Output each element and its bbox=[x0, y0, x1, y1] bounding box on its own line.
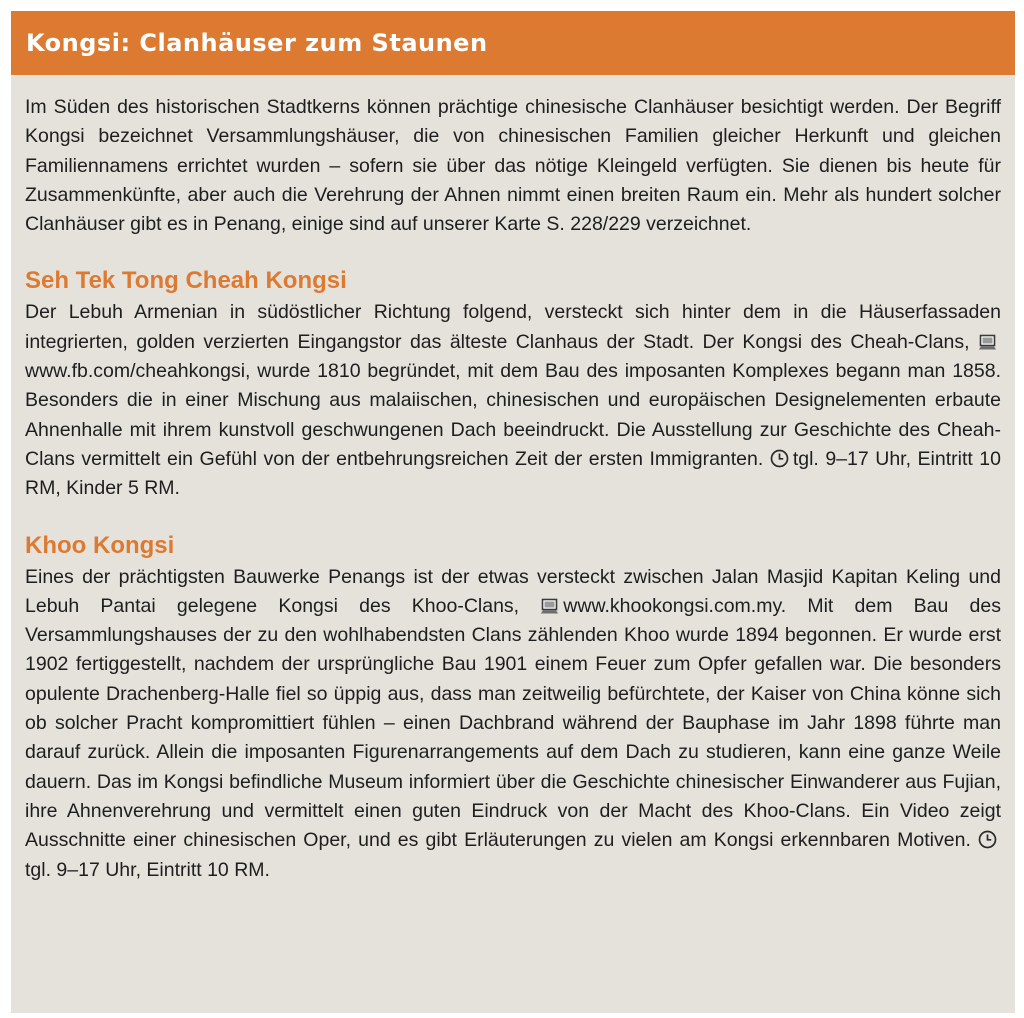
paragraph-text: , wurde 1810 begründet, mit dem Bau des imposanten Komplexes begann man 1858. Besonders die in einer Mischung aus malaiischen, chinesischen und europäischen Designelementen erbaute Ahnenhalle mit ihrem kunstvoll geschwungenen Dach beeindruckt. Die Ausstellung zur Geschichte des Cheah-Clans vermittelt ein Gefühl von der entbehrungsreichen Zeit der ersten Immigranten. bbox=[25, 360, 1001, 470]
clock-icon bbox=[978, 830, 997, 849]
box-content bbox=[11, 75, 1015, 885]
section-paragraph bbox=[25, 298, 1001, 503]
opening-hours: tgl. 9–17 Uhr, Eintritt 10 RM. bbox=[25, 858, 270, 881]
clock-icon bbox=[770, 449, 789, 468]
section-heading: Khoo Kongsi bbox=[25, 531, 175, 559]
box-header bbox=[11, 11, 1015, 75]
website-link[interactable]: www.fb.com/cheahkongsi bbox=[25, 360, 246, 383]
computer-icon bbox=[978, 334, 997, 351]
website-link[interactable]: www.khookongsi.com.my bbox=[563, 594, 781, 617]
section-khoo-kongsi bbox=[25, 531, 1001, 885]
paragraph-text: . Mit dem Bau des Versammlungshauses der zu den wohlhabendsten Clans zählenden Khoo wurde 1894 begonnen. Er wurde erst 1902 fertiggestellt, nachdem der ursprüngliche Bau 1901 einem Feuer zum Opfer gefallen war. Die besonders opulente Drachenberg-Halle fiel so üppig aus, dass man zeitweilig befürchtete, der Kaiser von China könne sich ob solcher Pracht kompromittiert fühlen – einen Dachbrand während der Bauphase im Jahr 1898 führte man darauf zurück. Allein die imposanten Figurenarrangements auf dem Dach zu studieren, kann eine ganze Weile dauern. Das im Kongsi befindliche Museum informiert über die Geschichte chinesischer Einwanderer aus Fujian, ihre Ahnenverehrung und vermittelt einen guten Eindruck von der Macht des Khoo-Clans. Ein Video zeigt Ausschnitte einer chinesischen Oper, und es gibt Erläuterungen zu vielen am Kongsi erkennbaren Motiven. bbox=[25, 594, 1001, 852]
section-paragraph bbox=[25, 563, 1001, 885]
paragraph-text: Eines der prächtigsten Bauwerke Penangs ist der etwas versteckt zwischen Jalan Masjid Kapitan Keling und Lebuh Pantai gelegene Kongsi des Khoo-Clans, bbox=[25, 565, 1001, 617]
box-title: Kongsi: Clanhäuser zum Staunen bbox=[26, 29, 488, 57]
paragraph-text: Der Lebuh Armenian in südöstlicher Richtung folgend, versteckt sich hinter dem in die Häuserfassaden integrierten, golden verzierten Eingangstor das älteste Clanhaus der Stadt. Der Kongsi des Cheah-Clans, bbox=[25, 301, 1001, 353]
section-seh-tek-tong bbox=[25, 266, 1001, 503]
computer-icon bbox=[540, 598, 559, 615]
intro-paragraph: Im Süden des historischen Stadtkerns können prächtige chinesische Clanhäuser besichtigt werden. Der Begriff Kongsi bezeichnet Versammlungshäuser, die von chinesischen Familien gleicher Herkunft und gleichen Familiennamens errichtet wurden – sofern sie über das nötige Kleingeld verfügten. Sie dienen bis heute für Zusammenkünfte, aber auch die Verehrung der Ahnen nimmt einen breiten Raum ein. Mehr als hundert solcher Clanhäuser gibt es in Penang, einige sind auf unserer Karte S. 228/229 verzeichnet. bbox=[25, 96, 1001, 236]
opening-hours: tgl. 9–17 Uhr, Eintritt 10 RM, Kinder 5 RM. bbox=[25, 447, 1001, 500]
info-box bbox=[11, 11, 1015, 1013]
section-heading: Seh Tek Tong Cheah Kongsi bbox=[25, 267, 347, 295]
